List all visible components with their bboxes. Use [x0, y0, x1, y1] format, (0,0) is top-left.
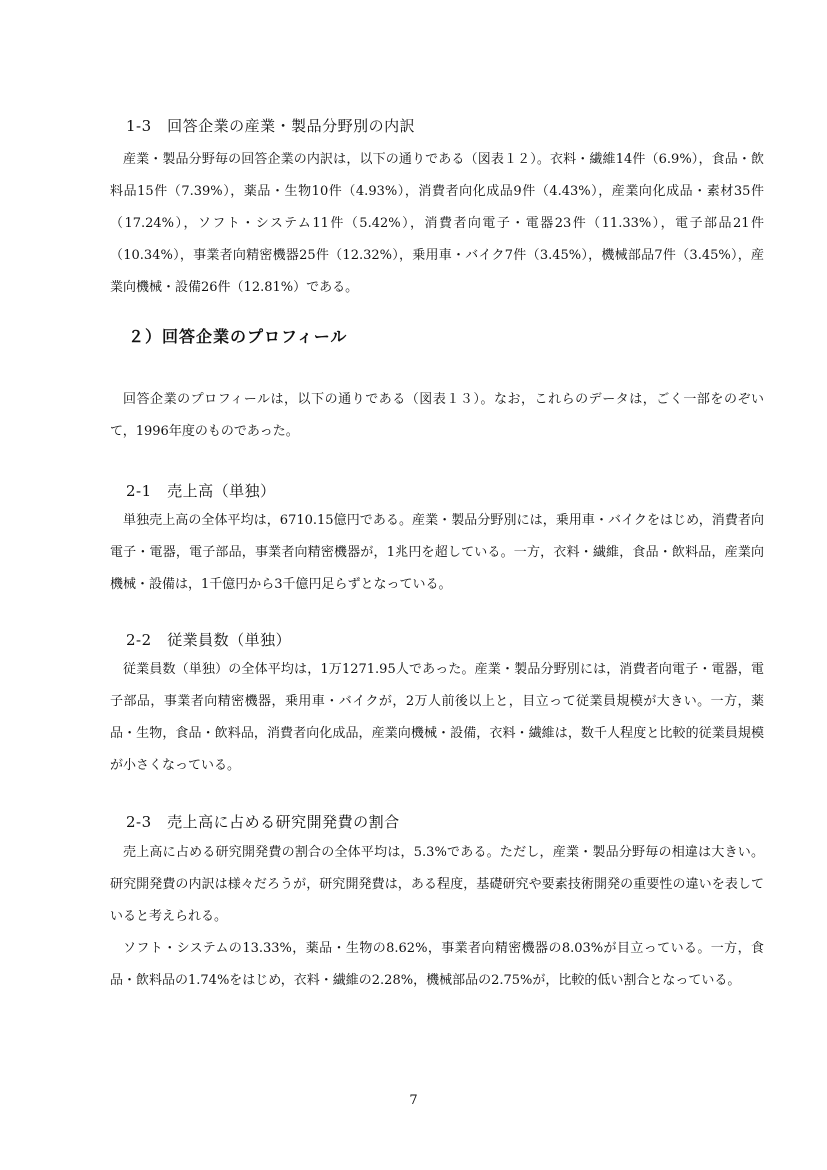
page-number: 7	[409, 1093, 418, 1108]
section-2-3-heading: 2-3 売上高に占める研究開発費の割合	[126, 813, 400, 831]
section-2-3-paragraph-2: ソフト・システムの13.33%，薬品・生物の8.62%，事業者向精密機器の8.03%が目立っている。一方，食品・飲料品の1.74%をはじめ，衣料・繊維の2.28%，機械部品の2.75%が，比較的低い割合となっている。	[110, 941, 764, 988]
section-2-1-paragraph: 単独売上高の全体平均は，6710.15億円である。産業・製品分野別には，乗用車・バイクをはじめ，消費者向電子・電器，電子部品，事業者向精密機器が，1兆円を超している。一方，衣料・繊維，食品・飲料品，産業向機械・設備は，1千億円から3千億円足らずとなっている。	[110, 513, 764, 592]
section-2-paragraph: 回答企業のプロフィールは，以下の通りである（図表１３）。なお，これらのデータは，ごく一部をのぞいて，1996年度のものであった。	[110, 392, 764, 439]
section-1-3-heading: 1-3 回答企業の産業・製品分野別の内訳	[126, 117, 416, 135]
section-2-3-paragraph-1: 売上高に占める研究開発費の割合の全体平均は，5.3%である。ただし，産業・製品分野毎の相違は大きい。研究開発費の内訳は様々だろうが，研究開発費は，ある程度，基礎研究や要素技術開発の重要性の違いを表していると考えられる。	[110, 845, 764, 924]
section-2-heading: ２）回答企業のプロフィール	[128, 327, 348, 346]
section-2-1-heading: 2-1 売上高（単独）	[126, 482, 276, 500]
section-2-2-heading: 2-2 従業員数（単独）	[126, 631, 292, 649]
section-2-2-paragraph: 従業員数（単独）の全体平均は，1万1271.95人であった。産業・製品分野別には，消費者向電子・電器，電子部品，事業者向精密機器，乗用車・バイクが，2万人前後以上と，目立って従業員規模が大きい。一方，薬品・生物，食品・飲料品，消費者向化成品，産業向機械・設備，衣料・繊維は，数千人程度と比較的従業員規模が小さくなっている。	[110, 662, 764, 773]
section-1-3-paragraph: 産業・製品分野毎の回答企業の内訳は，以下の通りである（図表１２）。衣料・繊維14件（6.9%），食品・飲料品15件（7.39%），薬品・生物10件（4.93%），消費者向化成品9件（4.43%），産業向化成品・素材35件（17.24%），ソフト・システム11件（5.42%），消費者向電子・電器23件（11.33%），電子部品21件（10.34%），事業者向精密機器25件（12.32%），乗用車・バイク7件（3.45%），機械部品7件（3.45%），産業向機械・設備26件（12.81%）である。	[110, 152, 764, 295]
